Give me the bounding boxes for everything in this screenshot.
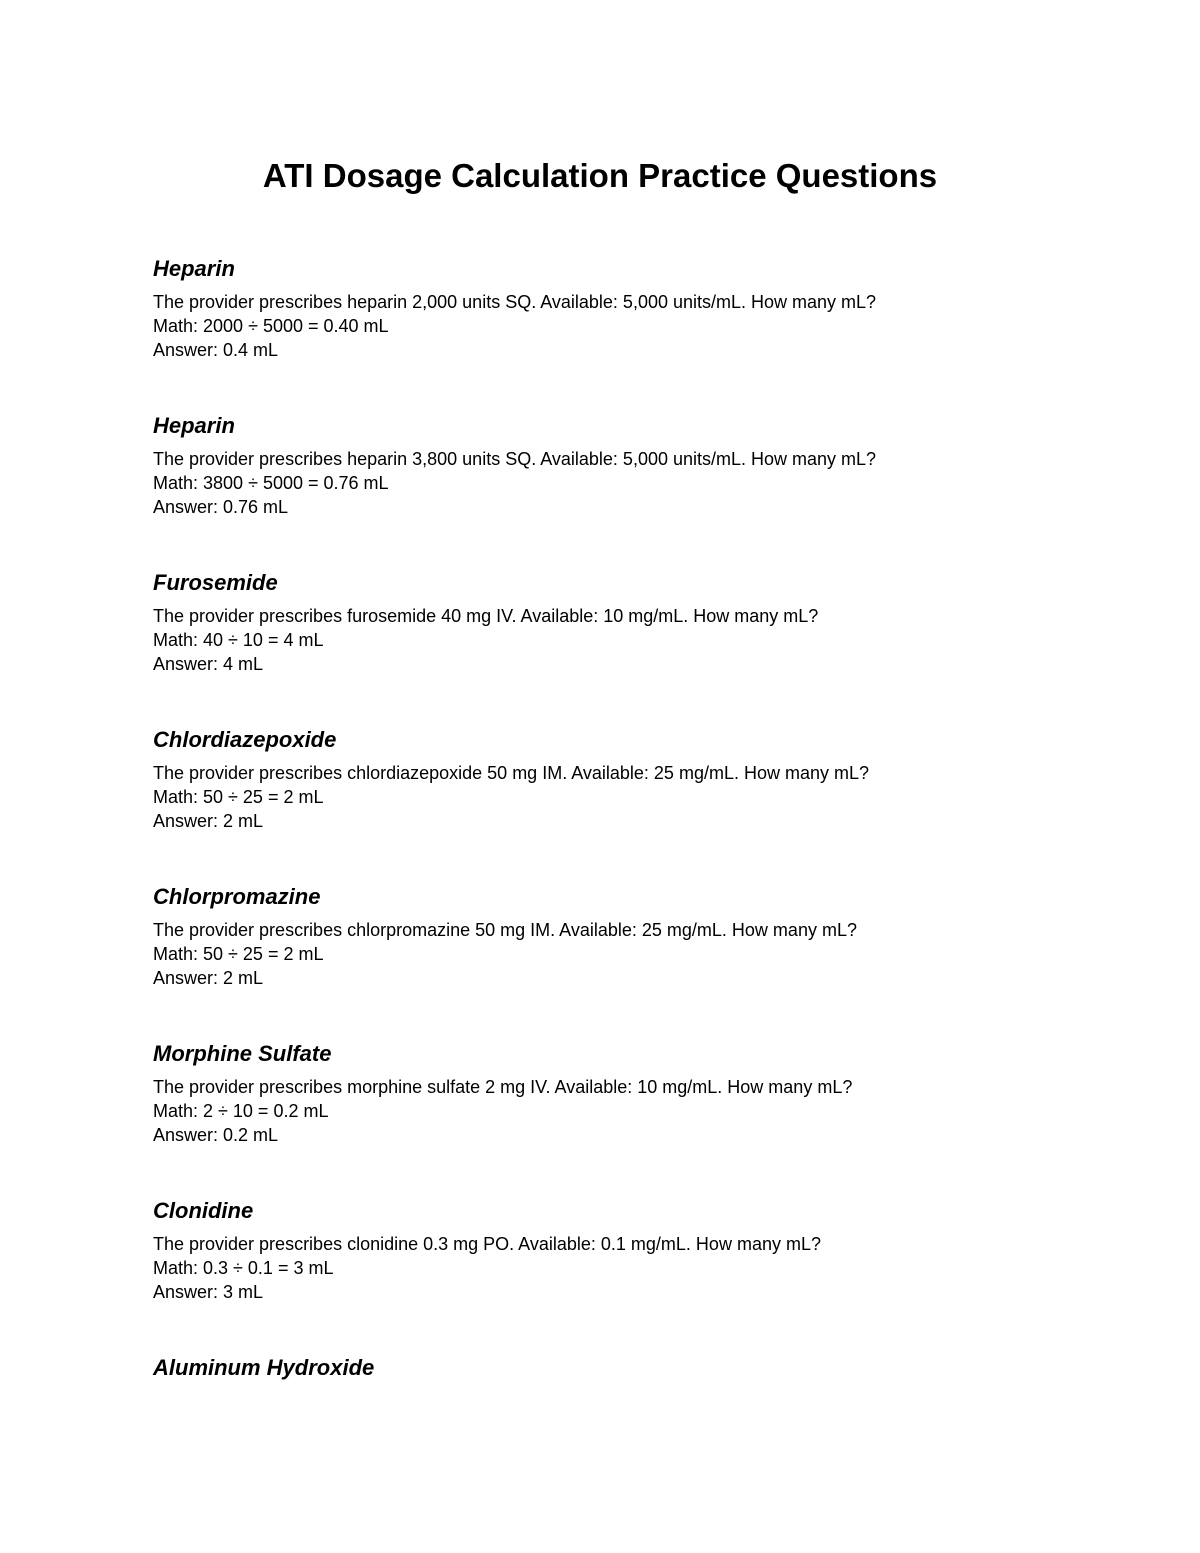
question-prompt: The provider prescribes heparin 3,800 units SQ. Available: 5,000 units/mL. How many mL? (153, 449, 877, 469)
question-prompt: The provider prescribes morphine sulfate 2 mg IV. Available: 10 mg/mL. How many mL? (153, 1077, 853, 1097)
question-math: Math: 50 ÷ 25 = 2 mL (153, 787, 324, 807)
question-block-aluminum-hydroxide (153, 1353, 1053, 1510)
question-heading: Chlorpromazine (153, 884, 321, 909)
question-prompt: The provider prescribes heparin 2,000 units SQ. Available: 5,000 units/mL. How many mL? (153, 292, 877, 312)
question-block-heparin-2 (153, 411, 1053, 568)
question-math: Math: 2000 ÷ 5000 = 0.40 mL (153, 316, 389, 336)
question-math: Math: 40 ÷ 10 = 4 mL (153, 630, 324, 650)
question-answer: Answer: 3 mL (153, 1282, 264, 1302)
question-block-morphine-sulfate (153, 1039, 1053, 1196)
question-prompt: The provider prescribes clonidine 0.3 mg PO. Available: 0.1 mg/mL. How many mL? (153, 1234, 821, 1254)
question-math: Math: 50 ÷ 25 = 2 mL (153, 944, 324, 964)
question-block-furosemide (153, 568, 1053, 725)
question-heading: Clonidine (153, 1198, 254, 1223)
question-prompt: The provider prescribes furosemide 40 mg IV. Available: 10 mg/mL. How many mL? (153, 606, 819, 626)
question-answer: Answer: 4 mL (153, 654, 264, 674)
question-prompt: The provider prescribes chlorpromazine 50 mg IM. Available: 25 mg/mL. How many mL? (153, 920, 857, 940)
question-math: Math: 0.3 ÷ 0.1 = 3 mL (153, 1258, 334, 1278)
question-heading: Furosemide (153, 570, 278, 595)
question-heading: Morphine Sulfate (153, 1041, 332, 1066)
question-block-clonidine (153, 1196, 1053, 1353)
question-answer: Answer: 0.76 mL (153, 497, 289, 517)
question-prompt: The provider prescribes chlordiazepoxide 50 mg IM. Available: 25 mg/mL. How many mL? (153, 763, 870, 783)
question-block-heparin-1 (153, 254, 1053, 411)
question-answer: Answer: 0.2 mL (153, 1125, 279, 1145)
question-block-chlorpromazine (153, 882, 1053, 1039)
question-heading: Chlordiazepoxide (153, 727, 337, 752)
question-heading: Aluminum Hydroxide (153, 1355, 375, 1380)
document-title: ATI Dosage Calculation Practice Questions (262, 157, 938, 194)
question-math: Math: 2 ÷ 10 = 0.2 mL (153, 1101, 329, 1121)
question-heading: Heparin (153, 256, 235, 281)
question-answer: Answer: 2 mL (153, 968, 264, 988)
question-block-chlordiazepoxide (153, 725, 1053, 882)
question-list (153, 254, 1053, 1510)
question-answer: Answer: 0.4 mL (153, 340, 279, 360)
question-heading: Heparin (153, 413, 235, 438)
question-answer: Answer: 2 mL (153, 811, 264, 831)
question-math: Math: 3800 ÷ 5000 = 0.76 mL (153, 473, 389, 493)
